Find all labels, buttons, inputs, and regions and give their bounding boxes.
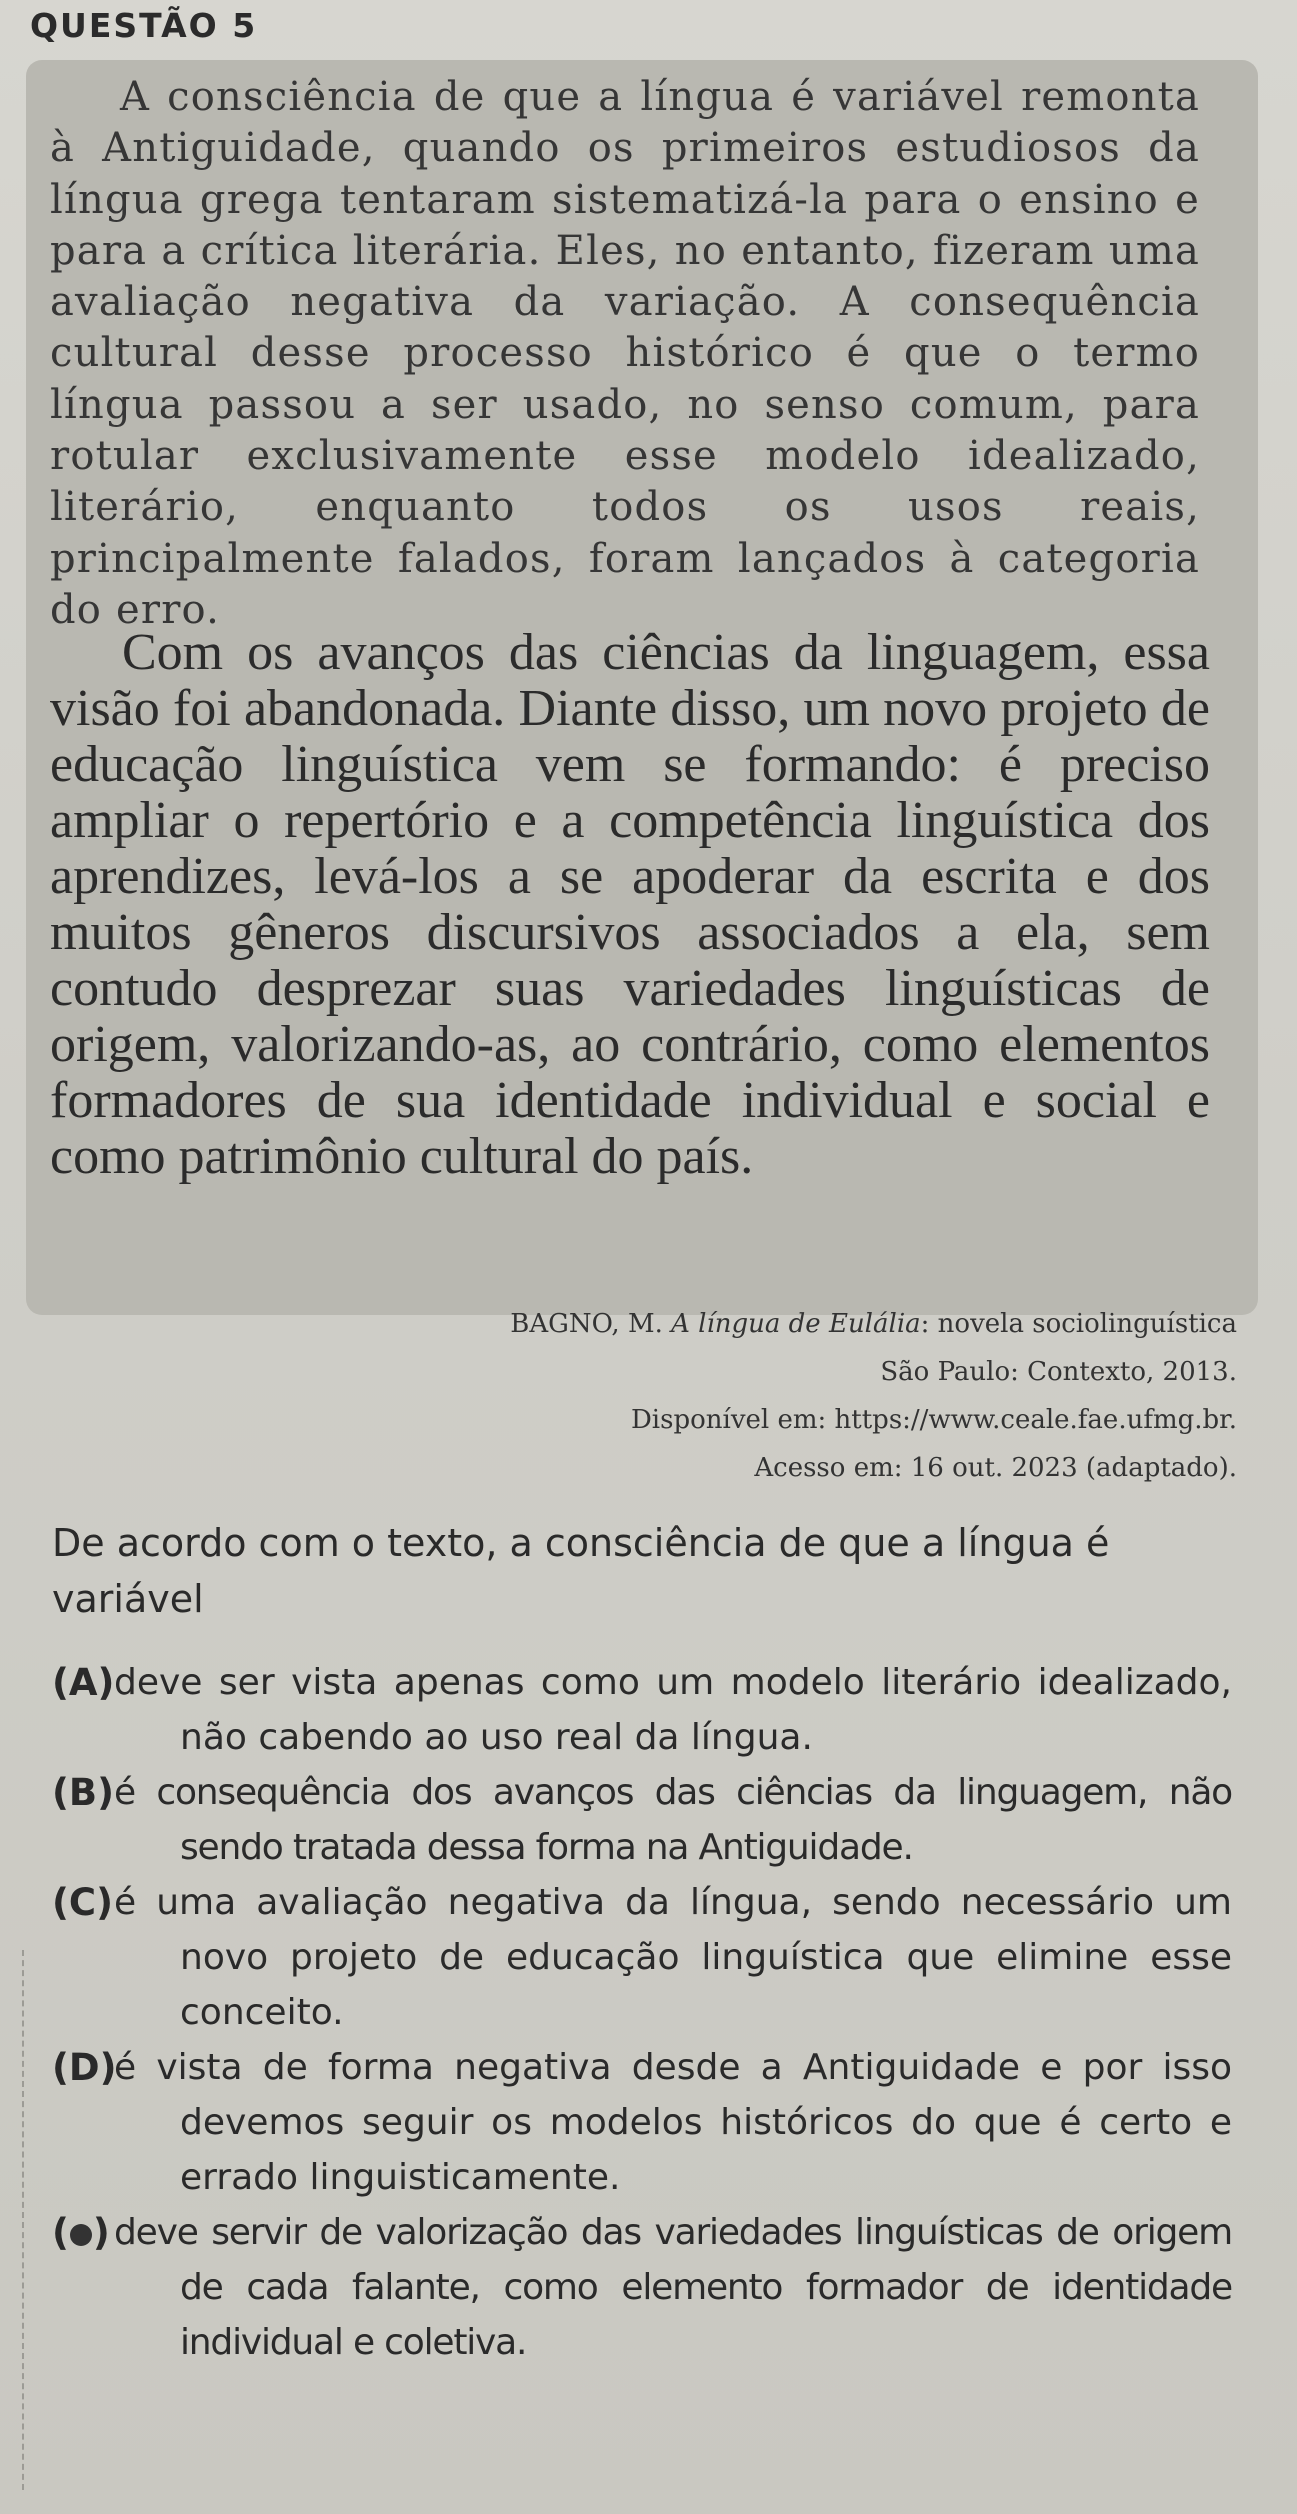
reference-book-title: A língua de Eulália <box>671 1309 921 1339</box>
reference-book-subtitle: : novela sociolinguística <box>920 1309 1237 1339</box>
reference-access: Acesso em: 16 out. 2023 (adaptado). <box>754 1453 1237 1483</box>
question-stem: De acordo com o texto, a consciência de que a língua é variável <box>52 1521 1110 1621</box>
option-d[interactable] <box>52 2040 1232 2205</box>
reference-publisher: São Paulo: Contexto, 2013. <box>880 1357 1237 1387</box>
option-c-letter: (C) <box>52 1881 113 1924</box>
option-e[interactable] <box>52 2205 1232 2370</box>
option-b-letter: (B) <box>52 1771 115 1814</box>
question-label: QUESTÃO 5 <box>30 6 258 45</box>
option-a-text: deve ser vista apenas como um modelo literário idealizado, não cabendo ao uso real da língua. <box>114 1662 1232 1758</box>
option-e-text: deve servir de valorização das variedades linguísticas de origem de cada falante, como elemento formador de identidade individual e coletiva. <box>114 2212 1232 2363</box>
reference-available: Disponível em: https://www.ceale.fae.ufmg.br. <box>630 1405 1237 1435</box>
option-a-letter: (A) <box>52 1661 115 1704</box>
option-c[interactable] <box>52 1875 1232 2040</box>
margin-dashed-line <box>22 1950 25 2490</box>
option-b-text: é consequência dos avanços das ciências da linguagem, não sendo tratada dessa forma na Antiguidade. <box>114 1772 1232 1868</box>
option-d-text: é vista de forma negativa desde a Antiguidade e por isso devemos seguir os modelos históricos do que é certo e errado linguisticamente. <box>114 2047 1232 2198</box>
text-paragraph-1: A consciência de que a língua é variável remonta à Antiguidade, quando os primeiros estudiosos da língua grega tentaram sistematizá-la para o ensino e para a crítica literária. Eles, no entanto, fizeram uma avaliação negativa da variação. A consequência cultural desse processo histórico é que o termo língua passou a ser usado, no senso comum, para rotular exclusivamente esse modelo idealizado, literário, enquanto todos os usos reais, principalmente falados, foram lançados à categoria do erro. <box>50 74 1200 633</box>
option-c-text: é uma avaliação negativa da língua, sendo necessário um novo projeto de educação linguística que elimine esse conceito. <box>114 1882 1232 2033</box>
reference-line-1 <box>337 1300 1237 1348</box>
text-paragraph-2: Com os avanços das ciências da linguagem, essa visão foi abandonada. Diante disso, um novo projeto de educação linguística vem se formando: é preciso ampliar o repertório e a competência linguística dos aprendizes, levá-los a se apoderar da escrita e dos muitos gêneros discursivos associados a ela, sem contudo desprezar suas variedades linguísticas de origem, valorizando-as, ao contrário, como elementos formadores de sua identidade individual e social e como patrimônio cultural do país. <box>50 624 1210 1185</box>
pen-mark-icon <box>70 2224 92 2246</box>
option-d-letter: (D) <box>52 2046 117 2089</box>
bibliographic-reference <box>337 1300 1237 1492</box>
option-b[interactable] <box>52 1765 1232 1875</box>
option-e-letter: ( ) <box>52 2211 110 2254</box>
reference-author: BAGNO, M. <box>510 1309 672 1339</box>
option-a[interactable] <box>52 1655 1232 1765</box>
